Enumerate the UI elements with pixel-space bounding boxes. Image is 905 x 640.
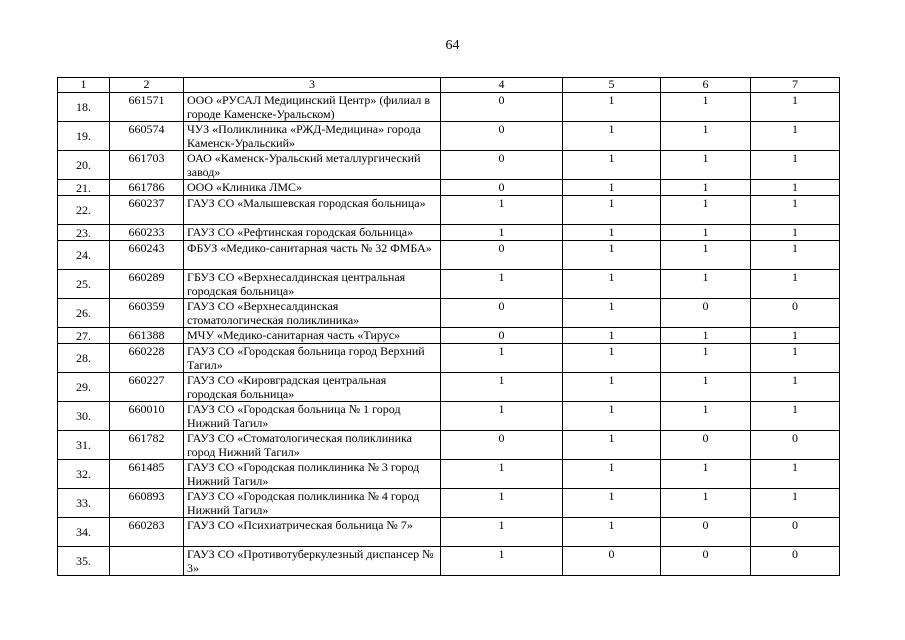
- col5-value-cell: 1: [563, 518, 661, 547]
- header-cell: 7: [751, 78, 840, 93]
- header-cell: 2: [110, 78, 184, 93]
- code-cell: 660289: [110, 270, 184, 299]
- row-number-cell: 25.: [58, 270, 110, 299]
- col6-value-cell: 0: [661, 299, 751, 328]
- row-number-cell: 28.: [58, 344, 110, 373]
- col6-value-cell: 1: [661, 344, 751, 373]
- row-number-cell: 21.: [58, 180, 110, 196]
- row-number-cell: 27.: [58, 328, 110, 344]
- table-row: [58, 402, 840, 431]
- organization-name-cell: ООО «Клиника ЛМС»: [184, 180, 441, 196]
- code-cell: 660237: [110, 196, 184, 225]
- row-number-cell: 18.: [58, 93, 110, 122]
- table-body: [58, 78, 840, 576]
- organization-name-cell: ГАУЗ СО «Городская больница город Верхний Тагил»: [184, 344, 441, 373]
- code-cell: 660010: [110, 402, 184, 431]
- col4-value-cell: 1: [441, 225, 563, 241]
- col5-value-cell: 1: [563, 151, 661, 180]
- code-cell: 660243: [110, 241, 184, 270]
- row-number-cell: 35.: [58, 547, 110, 576]
- col7-value-cell: 0: [751, 431, 840, 460]
- col7-value-cell: 1: [751, 270, 840, 299]
- page-number: 64: [445, 38, 460, 53]
- code-cell: 660359: [110, 299, 184, 328]
- code-cell: 660233: [110, 225, 184, 241]
- col5-value-cell: 1: [563, 299, 661, 328]
- col6-value-cell: 0: [661, 518, 751, 547]
- organization-name-cell: ГАУЗ СО «Малышевская городская больница»: [184, 196, 441, 225]
- organization-name-cell: ЧУЗ «Поликлиника «РЖД-Медицина» города Каменск-Уральский»: [184, 122, 441, 151]
- col7-value-cell: 0: [751, 518, 840, 547]
- header-cell: 6: [661, 78, 751, 93]
- code-cell: 661485: [110, 460, 184, 489]
- col7-value-cell: 1: [751, 241, 840, 270]
- col7-value-cell: 1: [751, 93, 840, 122]
- row-number-cell: 31.: [58, 431, 110, 460]
- col6-value-cell: 1: [661, 373, 751, 402]
- col6-value-cell: 0: [661, 431, 751, 460]
- col4-value-cell: 0: [441, 122, 563, 151]
- col5-value-cell: 1: [563, 328, 661, 344]
- table-row: [58, 344, 840, 373]
- table-row: [58, 489, 840, 518]
- col4-value-cell: 0: [441, 151, 563, 180]
- col6-value-cell: 1: [661, 122, 751, 151]
- code-cell: 661782: [110, 431, 184, 460]
- col7-value-cell: 1: [751, 122, 840, 151]
- row-number-cell: 20.: [58, 151, 110, 180]
- organization-name-cell: ГАУЗ СО «Противотуберкулезный диспансер № 3»: [184, 547, 441, 576]
- col4-value-cell: 0: [441, 299, 563, 328]
- organization-name-cell: ГАУЗ СО «Кировградская центральная городская больница»: [184, 373, 441, 402]
- col4-value-cell: 1: [441, 547, 563, 576]
- header-cell: 4: [441, 78, 563, 93]
- col7-value-cell: 1: [751, 344, 840, 373]
- col4-value-cell: 1: [441, 402, 563, 431]
- organization-name-cell: ГАУЗ СО «Городская поликлиника № 3 город Нижний Тагил»: [184, 460, 441, 489]
- col5-value-cell: 1: [563, 225, 661, 241]
- table-row: [58, 180, 840, 196]
- col4-value-cell: 0: [441, 93, 563, 122]
- col7-value-cell: 1: [751, 225, 840, 241]
- col7-value-cell: 1: [751, 489, 840, 518]
- code-cell: 660893: [110, 489, 184, 518]
- table-row: [58, 93, 840, 122]
- header-row: [58, 78, 840, 93]
- col4-value-cell: 1: [441, 344, 563, 373]
- col6-value-cell: 0: [661, 547, 751, 576]
- col7-value-cell: 1: [751, 180, 840, 196]
- col6-value-cell: 1: [661, 402, 751, 431]
- table-row: [58, 547, 840, 576]
- code-cell: 661703: [110, 151, 184, 180]
- col7-value-cell: 1: [751, 373, 840, 402]
- row-number-cell: 19.: [58, 122, 110, 151]
- table-row: [58, 431, 840, 460]
- col5-value-cell: 1: [563, 93, 661, 122]
- code-cell: 661786: [110, 180, 184, 196]
- col6-value-cell: 1: [661, 460, 751, 489]
- col7-value-cell: 1: [751, 402, 840, 431]
- col6-value-cell: 1: [661, 93, 751, 122]
- organization-name-cell: ГАУЗ СО «Психиатрическая больница № 7»: [184, 518, 441, 547]
- table-row: [58, 373, 840, 402]
- code-cell: 660227: [110, 373, 184, 402]
- col7-value-cell: 1: [751, 328, 840, 344]
- table-row: [58, 151, 840, 180]
- data-table: [57, 77, 840, 576]
- organization-name-cell: ФБУЗ «Медико-санитарная часть № 32 ФМБА»: [184, 241, 441, 270]
- table-row: [58, 270, 840, 299]
- col5-value-cell: 1: [563, 270, 661, 299]
- row-number-cell: 22.: [58, 196, 110, 225]
- row-number-cell: 32.: [58, 460, 110, 489]
- col6-value-cell: 1: [661, 241, 751, 270]
- table-row: [58, 225, 840, 241]
- row-number-cell: 34.: [58, 518, 110, 547]
- header-cell: 1: [58, 78, 110, 93]
- col4-value-cell: 0: [441, 180, 563, 196]
- header-cell: 5: [563, 78, 661, 93]
- col4-value-cell: 1: [441, 518, 563, 547]
- organization-name-cell: ГАУЗ СО «Рефтинская городская больница»: [184, 225, 441, 241]
- organization-name-cell: ГАУЗ СО «Городская больница № 1 город Нижний Тагил»: [184, 402, 441, 431]
- row-number-cell: 30.: [58, 402, 110, 431]
- col6-value-cell: 1: [661, 270, 751, 299]
- col6-value-cell: 1: [661, 328, 751, 344]
- code-cell: 661571: [110, 93, 184, 122]
- row-number-cell: 33.: [58, 489, 110, 518]
- organization-name-cell: ГАУЗ СО «Стоматологическая поликлиника город Нижний Тагил»: [184, 431, 441, 460]
- table-row: [58, 196, 840, 225]
- col6-value-cell: 1: [661, 151, 751, 180]
- col7-value-cell: 1: [751, 196, 840, 225]
- code-cell: 660228: [110, 344, 184, 373]
- col5-value-cell: 1: [563, 241, 661, 270]
- col5-value-cell: 1: [563, 122, 661, 151]
- table-row: [58, 328, 840, 344]
- row-number-cell: 29.: [58, 373, 110, 402]
- col5-value-cell: 1: [563, 402, 661, 431]
- col4-value-cell: 1: [441, 196, 563, 225]
- col5-value-cell: 1: [563, 344, 661, 373]
- organization-name-cell: МЧУ «Медико-санитарная часть «Тирус»: [184, 328, 441, 344]
- col7-value-cell: 1: [751, 460, 840, 489]
- code-cell: 661388: [110, 328, 184, 344]
- organization-name-cell: ГАУЗ СО «Верхнесалдинская стоматологическая поликлиника»: [184, 299, 441, 328]
- organization-name-cell: ООО «РУСАЛ Медицинский Центр» (филиал в городе Каменске-Уральском): [184, 93, 441, 122]
- col6-value-cell: 1: [661, 180, 751, 196]
- col6-value-cell: 1: [661, 489, 751, 518]
- col5-value-cell: 1: [563, 196, 661, 225]
- code-cell: [110, 547, 184, 576]
- col6-value-cell: 1: [661, 225, 751, 241]
- row-number-cell: 26.: [58, 299, 110, 328]
- col7-value-cell: 0: [751, 299, 840, 328]
- header-cell: 3: [184, 78, 441, 93]
- col4-value-cell: 1: [441, 270, 563, 299]
- col4-value-cell: 0: [441, 328, 563, 344]
- col4-value-cell: 1: [441, 460, 563, 489]
- col4-value-cell: 1: [441, 489, 563, 518]
- col5-value-cell: 1: [563, 180, 661, 196]
- col5-value-cell: 0: [563, 547, 661, 576]
- table-row: [58, 460, 840, 489]
- organization-name-cell: ГАУЗ СО «Городская поликлиника № 4 город Нижний Тагил»: [184, 489, 441, 518]
- col4-value-cell: 1: [441, 373, 563, 402]
- code-cell: 660283: [110, 518, 184, 547]
- col4-value-cell: 0: [441, 241, 563, 270]
- organization-name-cell: ОАО «Каменск-Уральский металлургический завод»: [184, 151, 441, 180]
- col7-value-cell: 1: [751, 151, 840, 180]
- col7-value-cell: 0: [751, 547, 840, 576]
- col4-value-cell: 0: [441, 431, 563, 460]
- row-number-cell: 24.: [58, 241, 110, 270]
- table-row: [58, 241, 840, 270]
- code-cell: 660574: [110, 122, 184, 151]
- organization-name-cell: ГБУЗ СО «Верхнесалдинская центральная городская больница»: [184, 270, 441, 299]
- col5-value-cell: 1: [563, 460, 661, 489]
- col5-value-cell: 1: [563, 489, 661, 518]
- row-number-cell: 23.: [58, 225, 110, 241]
- col5-value-cell: 1: [563, 373, 661, 402]
- table-row: [58, 122, 840, 151]
- col5-value-cell: 1: [563, 431, 661, 460]
- table-row: [58, 518, 840, 547]
- col6-value-cell: 1: [661, 196, 751, 225]
- table-row: [58, 299, 840, 328]
